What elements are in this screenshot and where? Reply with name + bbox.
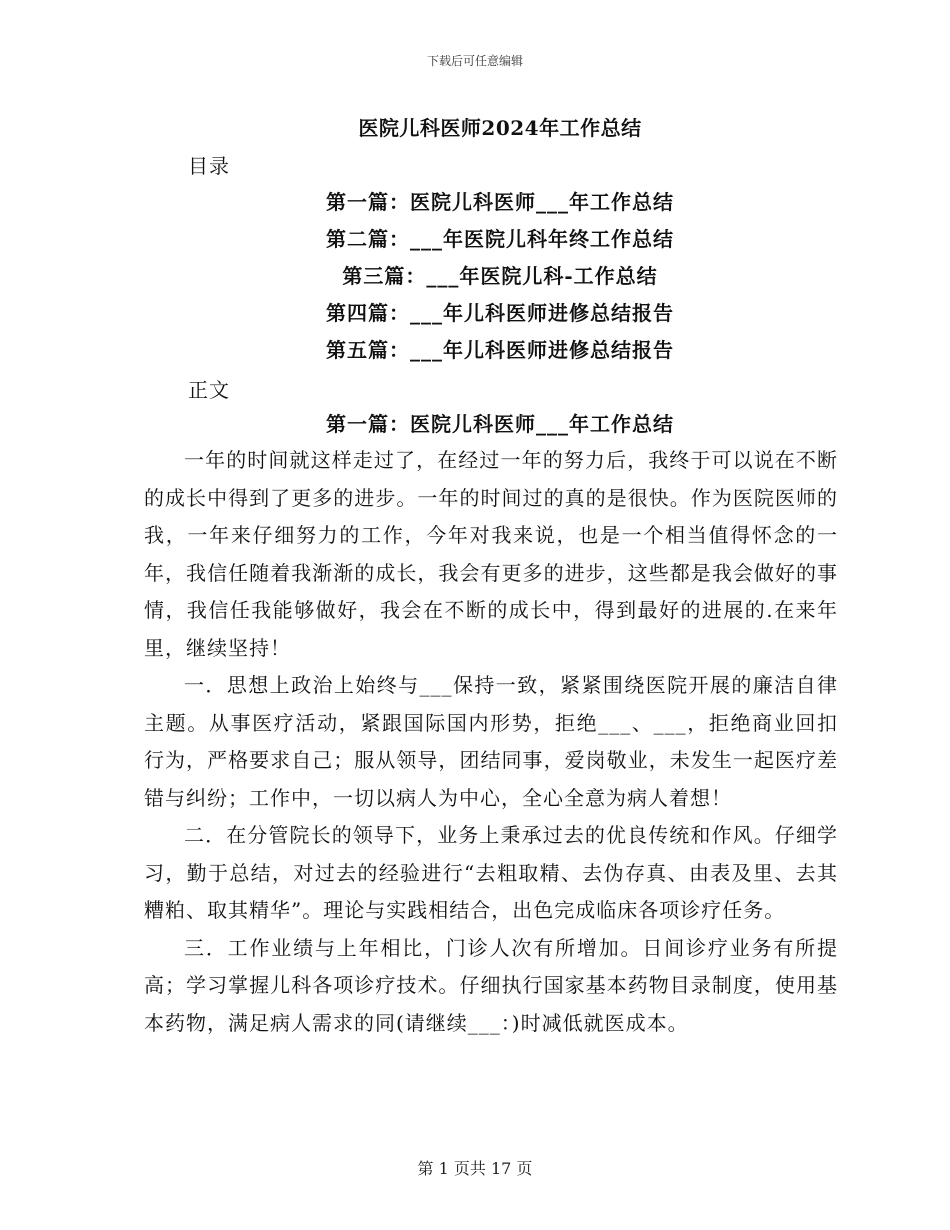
toc-item: 第四篇：___年儿科医师进修总结报告: [326, 301, 674, 325]
toc-item: 第三篇：___年医院儿科-工作总结: [342, 264, 658, 288]
table-of-contents: [0, 184, 950, 369]
body-text: [144, 442, 838, 1042]
page-indicator: 第 1 页共 17 页: [417, 1159, 533, 1178]
toc-item: 第五篇：___年儿科医师进修总结报告: [326, 338, 674, 362]
chapter-title: 第一篇：医院儿科医师___年工作总结: [326, 412, 674, 436]
toc-item: 第一篇：医院儿科医师___年工作总结: [326, 190, 674, 214]
paragraph: 一．思想上政治上始终与___保持一致，紧紧围绕医院开展的廉洁自律主题。从事医疗活动，紧跟国际国内形势，拒绝___、___，拒绝商业回扣行为，严格要求自己；服从领导，团结同事，爱岗敬业，未发生一起医疗差错与纠纷；工作中，一切以病人为中心，全心全意为病人着想！: [144, 673, 838, 810]
document-title: 医院儿科医师2024年工作总结: [358, 116, 642, 140]
paragraph: 三．工作业绩与上年相比，门诊人次有所增加。日间诊疗业务有所提高；学习掌握儿科各项诊疗技术。仔细执行国家基本药物目录制度，使用基本药物，满足病人需求的同(请继续___：)时减低就医成本。: [144, 935, 838, 1035]
paragraph: 二．在分管院长的领导下，业务上秉承过去的优良传统和作风。仔细学习，勤于总结，对过去的经验进行“去粗取精、去伪存真、由表及里、去其糟粕、取其精华”。理论与实践相结合，出色完成临床各项诊疗任务。: [144, 823, 838, 922]
paragraph: 一年的时间就这样走过了，在经过一年的努力后，我终于可以说在不断的成长中得到了更多的进步。一年的时间过的真的是很快。作为医院医师的我，一年来仔细努力的工作，今年对我来说，也是一个相当值得怀念的一年，我信任随着我渐渐的成长，我会有更多的进步，这些都是我会做好的事情，我信任我能够做好，我会在不断的成长中，得到最好的进展的.在来年里，继续坚持！: [144, 448, 838, 660]
body-label: 正文: [188, 378, 230, 402]
header-note: 下载后可任意编辑: [426, 54, 523, 68]
toc-item: 第二篇：___年医院儿科年终工作总结: [326, 227, 674, 251]
toc-label: 目录: [188, 154, 230, 178]
